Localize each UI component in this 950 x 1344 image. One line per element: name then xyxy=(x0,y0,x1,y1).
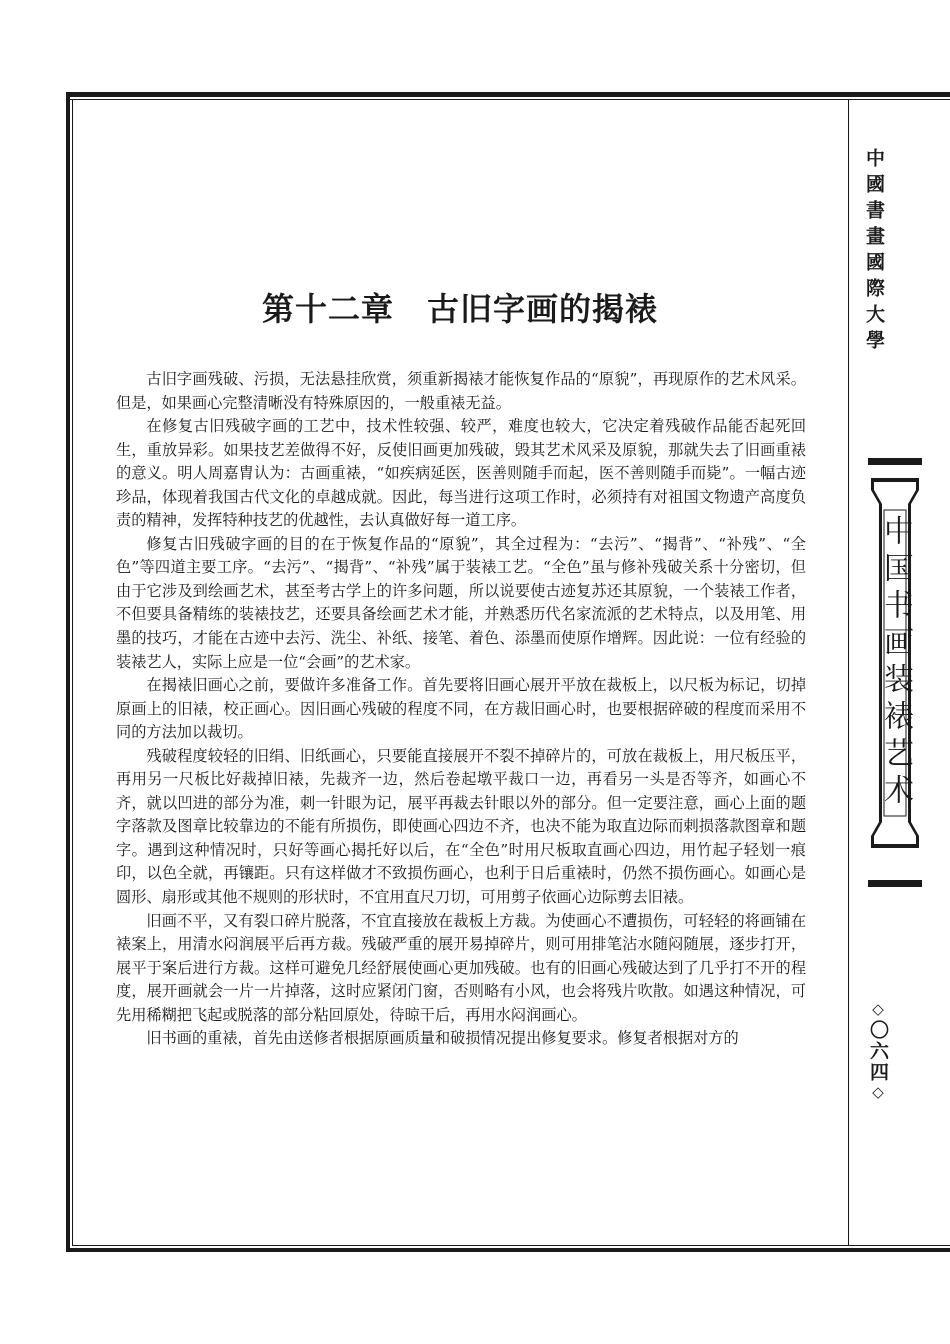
page-number xyxy=(862,1000,892,1103)
body-text xyxy=(116,368,806,1051)
paragraph: 旧书画的重裱，首先由送修者根据原画质量和破损情况提出修复要求。修复者根据对方的 xyxy=(146,1029,739,1048)
diamond-icon: ◇ xyxy=(869,1000,887,1020)
frame-left-border xyxy=(66,92,70,1252)
paragraph: 古旧字画残破、污损，无法悬挂欣赏，须重新揭裱才能恢复作品的“原貌”，再现原作的艺术风采。但是，如果画心完整清晰没有特殊原因的，一般重裱无益。 xyxy=(116,370,806,412)
series-title: 中國書畫國際大學 xyxy=(863,148,885,356)
paragraph: 在揭裱旧画心之前，要做许多准备工作。首先要将旧画心展开平放在裁板上，以尺板为标记，切掉原画上的旧裱，校正画心。因旧画心残破的程度不同，在方裁旧画心时，也要根据碎破的程度而采用不同的方法加以裁切。 xyxy=(116,676,806,742)
book-title: 中国书画装裱艺术 xyxy=(878,515,913,811)
frame-left-inner-border xyxy=(72,99,73,1246)
page-number-value: 〇六四 xyxy=(867,1020,889,1083)
paragraph: 修复古旧残破字画的目的在于恢复作品的“原貌”，其全过程为：“去污”、“揭背”、“补残”、“全色”等四道主要工序。“去污”、“揭背”、“补残”属于装裱工艺。“全色”虽与修补残破关系十分密切，但由于它涉及到绘画艺术，甚至考古学上的许多问题，所以说要使古迹复苏还其原貌，一个装裱工作者，不但要具备精练的装裱技艺，还要具备绘画艺术才能，并熟悉历代名家流派的艺术特点，以及用笔、用墨的技巧，才能在古迹中去污、洗尘、补纸、接笔、着色、添墨而使原作增辉。因此说：一位有经验的装裱艺人，实际上应是一位“会画”的艺术家。 xyxy=(116,534,806,671)
frame-bottom-inner-border xyxy=(72,1245,950,1246)
diamond-icon: ◇ xyxy=(869,1083,887,1103)
book-title-top-band xyxy=(868,458,922,465)
frame-bottom-border xyxy=(66,1248,950,1252)
paragraph: 在修复古旧残破字画的工艺中，技术性较强、较严，难度也较大，它决定着残破作品能否起死回生，重放异彩。如果技艺差做得不好，反使旧画更加残破，毁其艺术风采及原貌，那就失去了旧画重裱的意义。明人周嘉胄认为：古画重裱，“如疾病延医，医善则随手而起，医不善则随手而毙”。一幅古迹珍品，体现着我国古代文化的卓越成就。因此，每当进行这项工作时，必须持有对祖国文物遗产高度负责的精神，发挥特种技艺的优越性，去认真做好每一道工序。 xyxy=(116,417,806,530)
paragraph: 旧画不平，又有裂口碎片脱落，不宜直接放在裁板上方裁。为使画心不遭损伤，可轻轻的将画铺在裱案上，用清水闷润展平后再方裁。残破严重的展开易掉碎片，则可用排笔沾水随闷随展，逐步打开，展平于案后进行方裁。这样可避免几经舒展使画心更加残破。也有的旧画心残破达到了几乎打不开的程度，展开画就会一片一片掉落，这时应紧闭门窗，否则略有小风，也会将残片吹散。如遇这种情况，可先用稀糊把飞起或脱落的部分粘回原处，待晾干后，再用水闷润画心。 xyxy=(116,911,806,1024)
frame-top-border xyxy=(66,92,950,97)
paragraph: 残破程度较轻的旧绢、旧纸画心，只要能直接展开不裂不掉碎片的，可放在裁板上，用尺板压平，再用另一尺板比好裁掉旧裱，先裁齐一边，然后卷起墩平裁口一边，再看另一头是否等齐，如画心不齐，就以凹进的部分为准，刺一针眼为记，展平再裁去针眼以外的部分。但一定要注意，画心上面的题字落款及图章比较靠边的不能有所损伤，即使画心四边不齐，也决不能为取直边际而剌损落款图章和题字。遇到这种情况时，只好等画心揭托好以后，在“全色”时用尺板取直画心四边，用竹起子轻划一痕印，以色全就，再镶距。只有这样做才不致损伤画心，也利于日后重裱时，仍然不损伤画心。如画心是圆形、扇形或其他不规则的形状时，不宜用直尺刀切，可用剪子依画心边际剪去旧裱。 xyxy=(116,746,806,907)
book-title-bottom-band xyxy=(868,880,922,887)
chapter-title: 第十二章 古旧字画的揭裱 xyxy=(261,290,658,328)
sidebar-divider xyxy=(848,99,849,1246)
frame-top-inner-border xyxy=(66,99,950,100)
